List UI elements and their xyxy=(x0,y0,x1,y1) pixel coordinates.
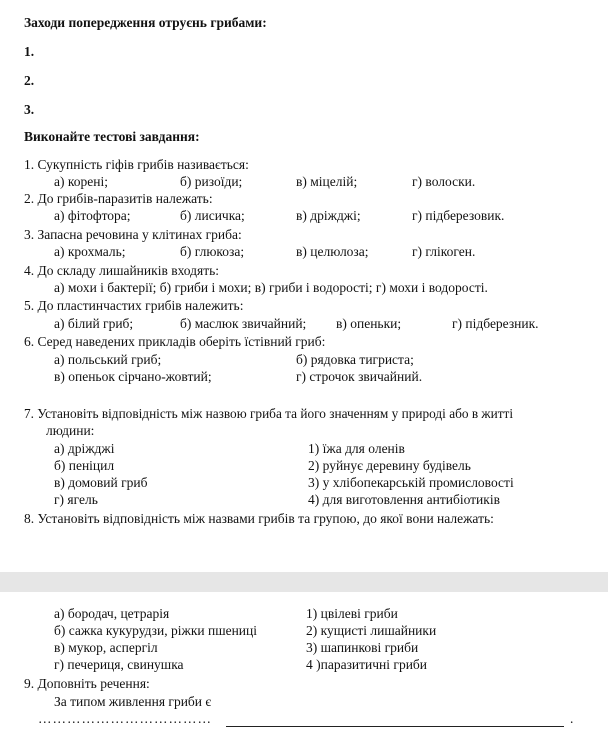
q8-left-b: б) сажка кукурудзи, ріжки пшениці xyxy=(54,623,258,638)
q8-left-d: г) печериця, свинушка xyxy=(54,657,184,672)
q7-left-b: б) пеніцил xyxy=(54,458,115,473)
q3-option-d: г) глікоген. xyxy=(412,244,476,259)
prevention-title: Заходи попередження отруєнь грибами: xyxy=(24,15,267,30)
q9-blank-line xyxy=(226,726,564,727)
q6-option-c: в) опеньок сірчано-жовтий; xyxy=(54,369,212,384)
q2-option-d: г) підберезовик. xyxy=(412,208,505,223)
q1-option-d: г) волоски. xyxy=(412,174,476,189)
q6-option-d: г) строчок звичайний. xyxy=(296,369,423,384)
q7-right-1: 1) їжа для оленів xyxy=(308,441,405,456)
question-2: 2. До грибів-паразитів належать: xyxy=(24,191,213,206)
page-break-band xyxy=(0,572,608,592)
q6-option-a: а) польський гриб; xyxy=(54,352,162,367)
prevention-item-2: 2. xyxy=(24,73,35,88)
q6-option-b: б) рядовка тигриста; xyxy=(296,352,414,367)
q5-option-d: г) підберезник. xyxy=(452,316,539,331)
question-6: 6. Серед наведених прикладів оберіть їстівний гриб: xyxy=(24,334,326,349)
question-1: 1. Сукупність гіфів грибів називається: xyxy=(24,157,249,172)
q8-right-1: 1) цвілеві гриби xyxy=(306,606,398,621)
q8-right-2: 2) кущисті лишайники xyxy=(306,623,437,638)
q2-option-b: б) лисичка; xyxy=(180,208,245,223)
q2-option-a: а) фітофтора; xyxy=(54,208,131,223)
q9-prompt: За типом живлення гриби є xyxy=(54,694,212,709)
q5-option-a: а) білий гриб; xyxy=(54,316,134,331)
question-4: 4. До складу лишайників входять: xyxy=(24,263,220,278)
q7-right-2: 2) руйнує деревину будівель xyxy=(308,458,471,473)
q1-option-a: а) корені; xyxy=(54,174,108,189)
q4-options: а) мохи і бактерії; б) гриби і мохи; в) гриби і водорості; г) мохи і водорості. xyxy=(54,280,488,295)
question-7-cont: людини: xyxy=(46,423,95,438)
q5-option-c: в) опеньки; xyxy=(336,316,402,331)
q7-left-d: г) ягель xyxy=(54,492,98,507)
question-5: 5. До пластинчастих грибів належить: xyxy=(24,298,244,313)
q1-option-c: в) міцелій; xyxy=(296,174,358,189)
q3-option-b: б) глюкоза; xyxy=(180,244,245,259)
q7-right-3: 3) у хлібопекарській промисловості xyxy=(308,475,514,490)
question-3: 3. Запасна речовина у клітинах гриба: xyxy=(24,227,242,242)
question-7: 7. Установіть відповідність між назвою гриба та його значенням у природі або в житті xyxy=(24,406,514,421)
q5-option-b: б) маслюк звичайний; xyxy=(180,316,307,331)
q2-option-c: в) дріжджі; xyxy=(296,208,361,223)
tests-title: Виконайте тестові завдання: xyxy=(24,129,200,144)
q8-right-3: 3) шапинкові гриби xyxy=(306,640,419,655)
question-8: 8. Установіть відповідність між назвами грибів та групою, до якої вони належать: xyxy=(24,511,494,526)
q3-option-a: а) крохмаль; xyxy=(54,244,126,259)
q9-end: . xyxy=(570,711,574,726)
q7-left-c: в) домовий гриб xyxy=(54,475,148,490)
q9-blank: ……………………………… xyxy=(38,711,212,726)
q1-option-b: б) ризоїди; xyxy=(180,174,243,189)
prevention-item-1: 1. xyxy=(24,44,35,59)
q3-option-c: в) целюлоза; xyxy=(296,244,369,259)
q8-left-a: а) бородач, цетрарія xyxy=(54,606,170,621)
prevention-item-3: 3. xyxy=(24,102,35,117)
q7-right-4: 4) для виготовлення антибіотиків xyxy=(308,492,500,507)
q8-right-4: 4 )паразитичні гриби xyxy=(306,657,428,672)
q7-left-a: а) дріжджі xyxy=(54,441,115,456)
question-9: 9. Доповніть речення: xyxy=(24,676,150,691)
q8-left-c: в) мукор, аспергіл xyxy=(54,640,158,655)
